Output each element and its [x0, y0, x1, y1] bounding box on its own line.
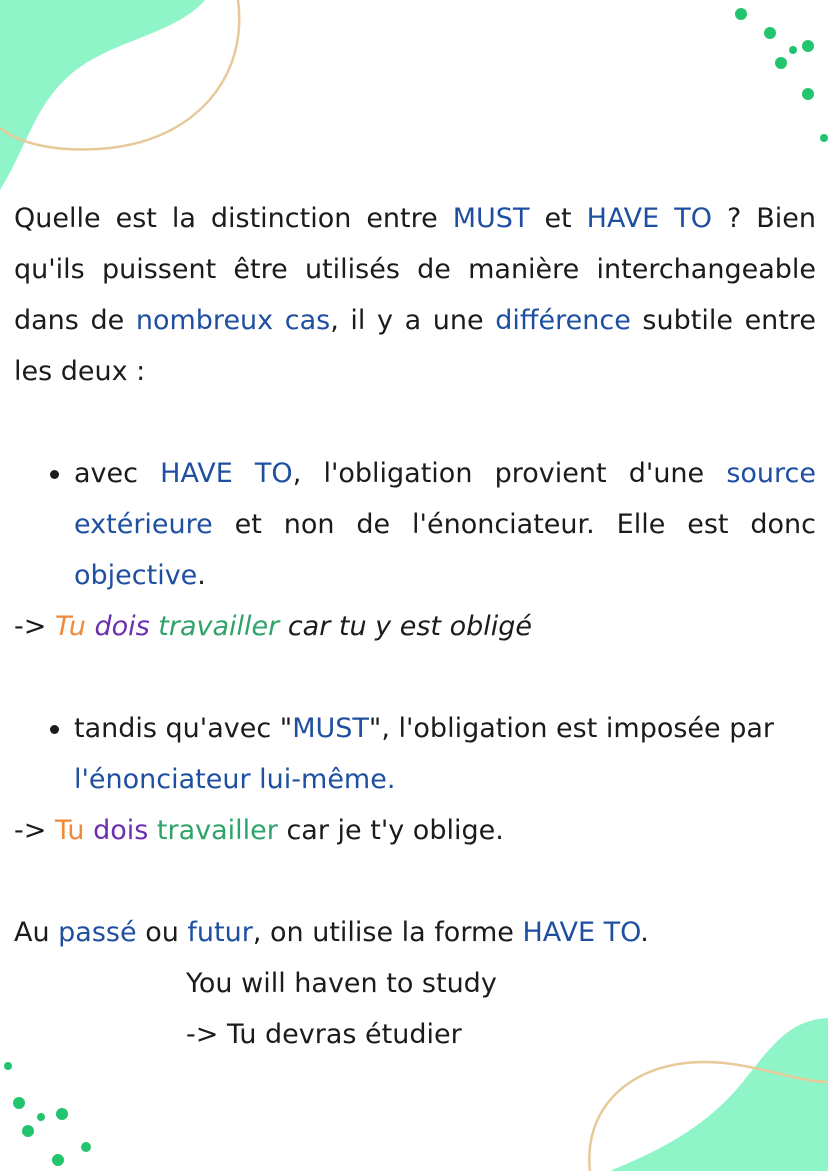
keyword-futur: futur	[187, 917, 253, 948]
keyword-have-to: HAVE TO	[522, 917, 641, 948]
keyword-passe: passé	[58, 917, 137, 948]
bullet-text: ", l'obligation est imposée par	[368, 713, 775, 744]
bottom-left-dots	[4, 1062, 91, 1166]
note-body	[14, 193, 816, 1060]
bullet-text: tandis qu'avec "	[74, 713, 293, 744]
example-text: car tu y est obligé	[279, 611, 533, 642]
bullet-text: et non de l'énonciateur. Elle est donc	[212, 509, 816, 540]
example-english: You will haven to study	[186, 968, 497, 999]
word-travailler: travailler	[158, 611, 280, 642]
word-dois: dois	[93, 815, 149, 846]
word-tu: Tu	[54, 815, 85, 846]
word-dois: dois	[94, 611, 150, 642]
keyword-enonciateur: l'énonciateur lui-même.	[74, 764, 396, 795]
keyword-nombreux-cas: nombreux cas	[135, 305, 331, 336]
bullet-must	[74, 703, 816, 805]
bullet-text: avec	[74, 458, 161, 489]
example-translation: -> Tu devras étudier	[186, 1019, 462, 1050]
intro-text: subtile entre les deux :	[14, 305, 816, 387]
example-text: car je t'y oblige.	[277, 815, 504, 846]
arrow-prefix: ->	[14, 815, 55, 846]
keyword-must: MUST	[292, 713, 369, 744]
example-have-to	[14, 601, 816, 652]
example-must	[14, 805, 816, 856]
closing-text: ou	[136, 917, 188, 948]
word-travailler: travailler	[156, 815, 278, 846]
keyword-have-to: HAVE TO	[586, 203, 712, 234]
bullet-list-must	[14, 703, 816, 805]
closing-paragraph	[14, 907, 816, 958]
closing-text: Au	[14, 917, 59, 948]
intro-text: Quelle est la distinction entre	[14, 203, 453, 234]
bullet-text: .	[197, 560, 206, 591]
bottom-right-curve-line	[589, 1062, 828, 1171]
bullet-list-have-to	[14, 448, 816, 601]
word-tu: Tu	[54, 611, 86, 642]
top-right-dots	[735, 8, 828, 142]
intro-text: ? Bien qu'ils puissent être utilisés de manière interchangeable dans de	[14, 203, 817, 336]
keyword-must: MUST	[452, 203, 530, 234]
keyword-source-exterieure: source extérieure	[74, 458, 817, 540]
closing-text: .	[640, 917, 649, 948]
intro-paragraph	[14, 193, 816, 397]
keyword-objective: objective	[74, 560, 198, 591]
bullet-text: , l'obligation provient d'une	[292, 458, 727, 489]
keyword-have-to: HAVE TO	[160, 458, 293, 489]
bullet-have-to	[74, 448, 816, 601]
intro-text: , il y a une	[330, 305, 496, 336]
intro-text: et	[529, 203, 587, 234]
keyword-difference: différence	[495, 305, 631, 336]
top-left-blob	[0, 0, 205, 190]
closing-text: , on utilise la forme	[252, 917, 523, 948]
arrow-prefix: ->	[14, 611, 55, 642]
top-left-curve-line	[0, 0, 239, 149]
